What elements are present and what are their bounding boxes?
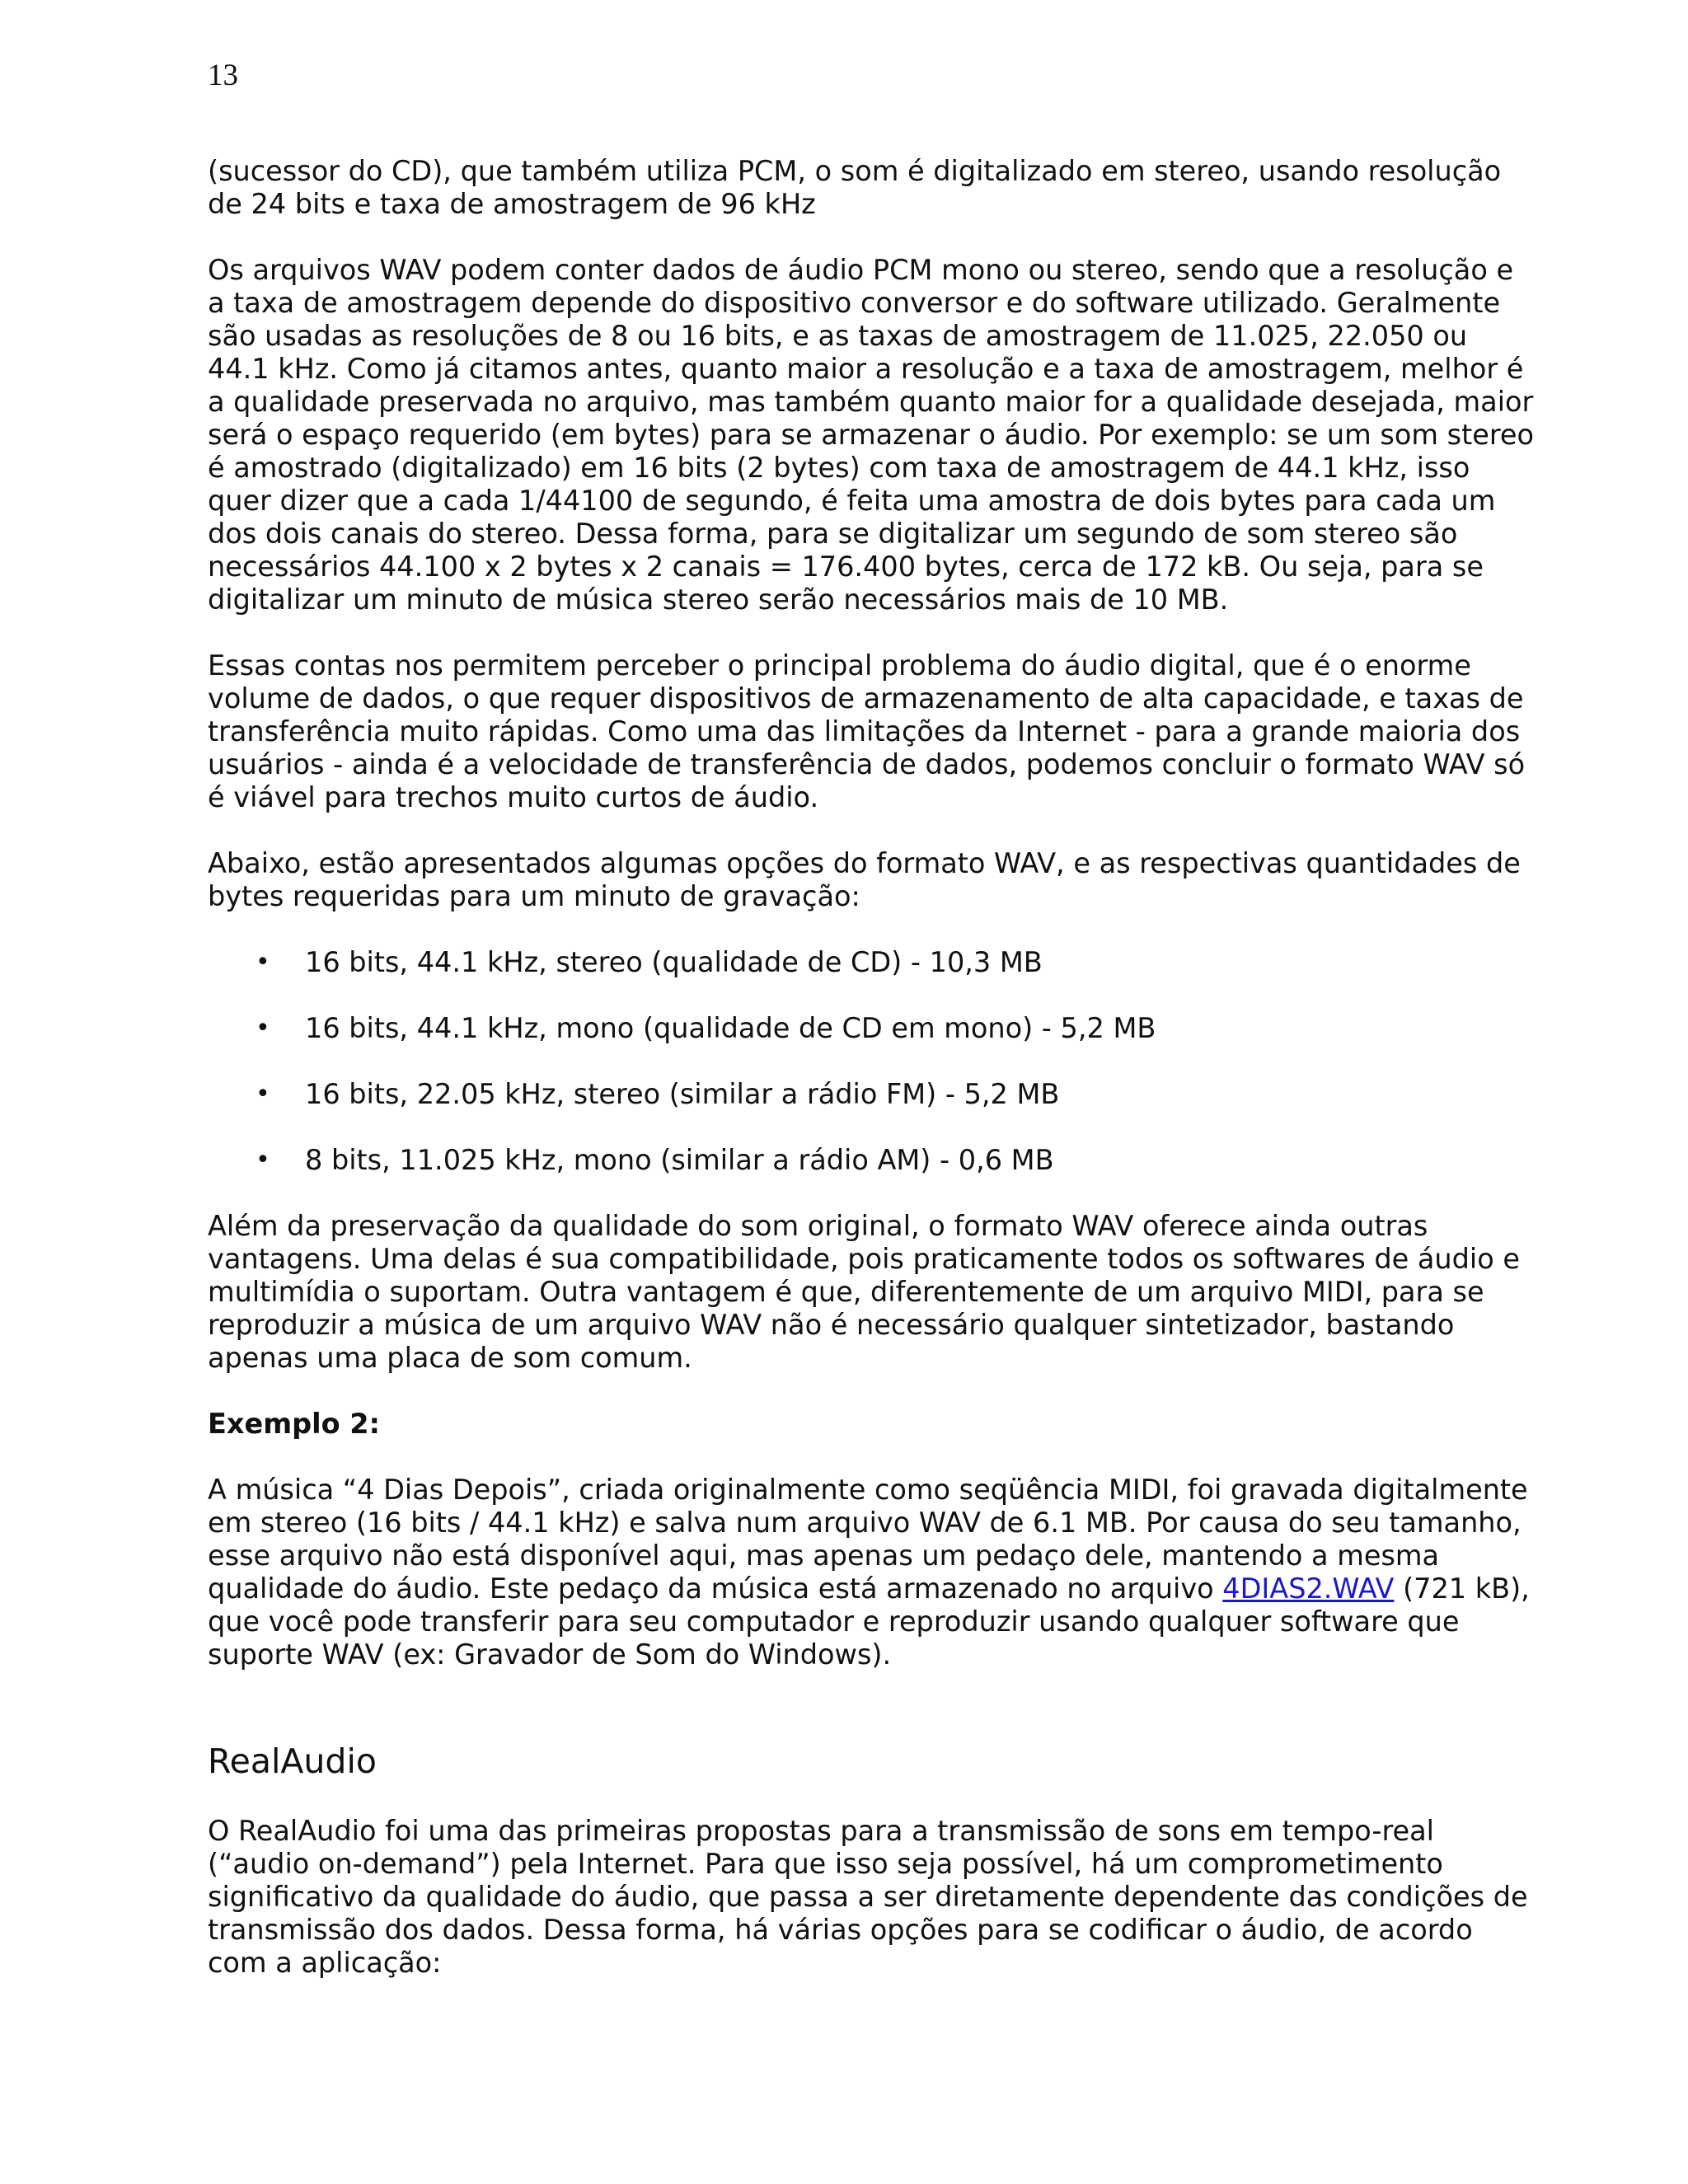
list-item [208, 1144, 1535, 1177]
bullet-icon: • [256, 1014, 270, 1043]
list-item [208, 1012, 1535, 1045]
paragraph-data-volume: Essas contas nos permitem perceber o principal problema do áudio digital, que é o enorme volume de dados, o que requer dispositivos de armazenamento de alta capacidade, e taxas de transferência muito rápidas. Como uma das limitações da Internet - para a grande maioria dos usuários - ainda é a velocidade de transferência de dados, podemos concluir o formato WAV só é viável para trechos muito curtos de áudio. [208, 649, 1526, 813]
bullet-icon: • [256, 948, 270, 977]
example-heading: Exemplo 2: [208, 1408, 380, 1440]
list-item [208, 1078, 1535, 1111]
wav-options-list [208, 946, 1535, 1177]
list-item-text: 16 bits, 44.1 kHz, mono (qualidade de CD em mono) - 5,2 MB [305, 1012, 1156, 1044]
bullet-icon: • [256, 1080, 270, 1108]
list-item [208, 946, 1535, 979]
section-title: RealAudio [208, 1741, 377, 1781]
page-number: 13 [208, 59, 238, 92]
paragraph-wav-description: Os arquivos WAV podem conter dados de áudio PCM mono ou stereo, sendo que a resolução e a taxa de amostragem depende do dispositivo conversor e do software utilizado. Geralmente são usadas as resoluções de 8 ou 16 bits, e as taxas de amostragem de 11.025, 22.050 ou 44.1 kHz. Como já citamos antes, quanto maior a resolução e a taxa de amostragem, melhor é a qualidade preservada no arquivo, mas também quanto maior for a qualidade desejada, maior será o espaço requerido (em bytes) para se armazenar o áudio. Por exemplo: se um som stereo é amostrado (digitalizado) em 16 bits (2 bytes) com taxa de amostragem de 44.1 kHz, isso quer dizer que a cada 1/44100 de segundo, é feita uma amostra de dois bytes para cada um dos dois canais do stereo. Dessa forma, para se digitalizar um segundo de som stereo são necessários 44.100 x 2 bytes x 2 canais = 176.400 bytes, cerca de 172 kB. Ou seja, para se digitalizar um minuto de música stereo serão necessários mais de 10 MB. [208, 254, 1534, 616]
example-text-after: (721 kB), que você pode transferir para seu computador e reproduzir usando qualquer software que suporte WAV (ex: Gravador de Som do Windows). [208, 1572, 1530, 1671]
example-text-before: A música “4 Dias Depois”, criada originalmente como seqüência MIDI, foi gravada digitalmente em stereo (16 bits / 44.1 kHz) e salva num arquivo WAV de 6.1 MB. Por causa do seu tamanho, esse arquivo não está disponível aqui, mas apenas um pedaço dele, mantendo a mesma qualidade do áudio. Este pedaço da música está armazenado no arquivo [208, 1474, 1528, 1605]
document-body [208, 155, 1535, 1980]
bullet-icon: • [256, 1146, 270, 1174]
paragraph-wav-advantages: Além da preservação da qualidade do som original, o formato WAV oferece ainda outras vantagens. Uma delas é sua compatibilidade, pois praticamente todos os softwares de áudio e multimídia o suportam. Outra vantagem é que, diferentemente de um arquivo MIDI, para se reproduzir a música de um arquivo WAV não é necessário qualquer sintetizador, bastando apenas uma placa de som comum. [208, 1210, 1520, 1374]
list-item-text: 8 bits, 11.025 kHz, mono (similar a rádio AM) - 0,6 MB [305, 1144, 1054, 1176]
list-item-text: 16 bits, 22.05 kHz, stereo (similar a rádio FM) - 5,2 MB [305, 1078, 1060, 1110]
paragraph-wav-options-intro: Abaixo, estão apresentados algumas opções do formato WAV, e as respectivas quantidades de bytes requeridas para um minuto de gravação: [208, 847, 1521, 912]
paragraph-dvd-intro: (sucessor do CD), que também utiliza PCM, o som é digitalizado em stereo, usando resolução de 24 bits e taxa de amostragem de 96 kHz [208, 155, 1502, 220]
list-item-text: 16 bits, 44.1 kHz, stereo (qualidade de CD) - 10,3 MB [305, 946, 1043, 978]
paragraph-example [208, 1474, 1535, 1671]
paragraph-realaudio: O RealAudio foi uma das primeiras propostas para a transmissão de sons em tempo-real (“audio on-demand”) pela Internet. Para que isso seja possível, há um comprometimento significativo da qualidade do áudio, que passa a ser diretamente dependente das condições de transmissão dos dados. Dessa forma, há várias opções para se codificar o áudio, de acordo com a aplicação: [208, 1815, 1528, 1979]
wav-file-link[interactable]: 4DIAS2.WAV [1222, 1572, 1395, 1605]
